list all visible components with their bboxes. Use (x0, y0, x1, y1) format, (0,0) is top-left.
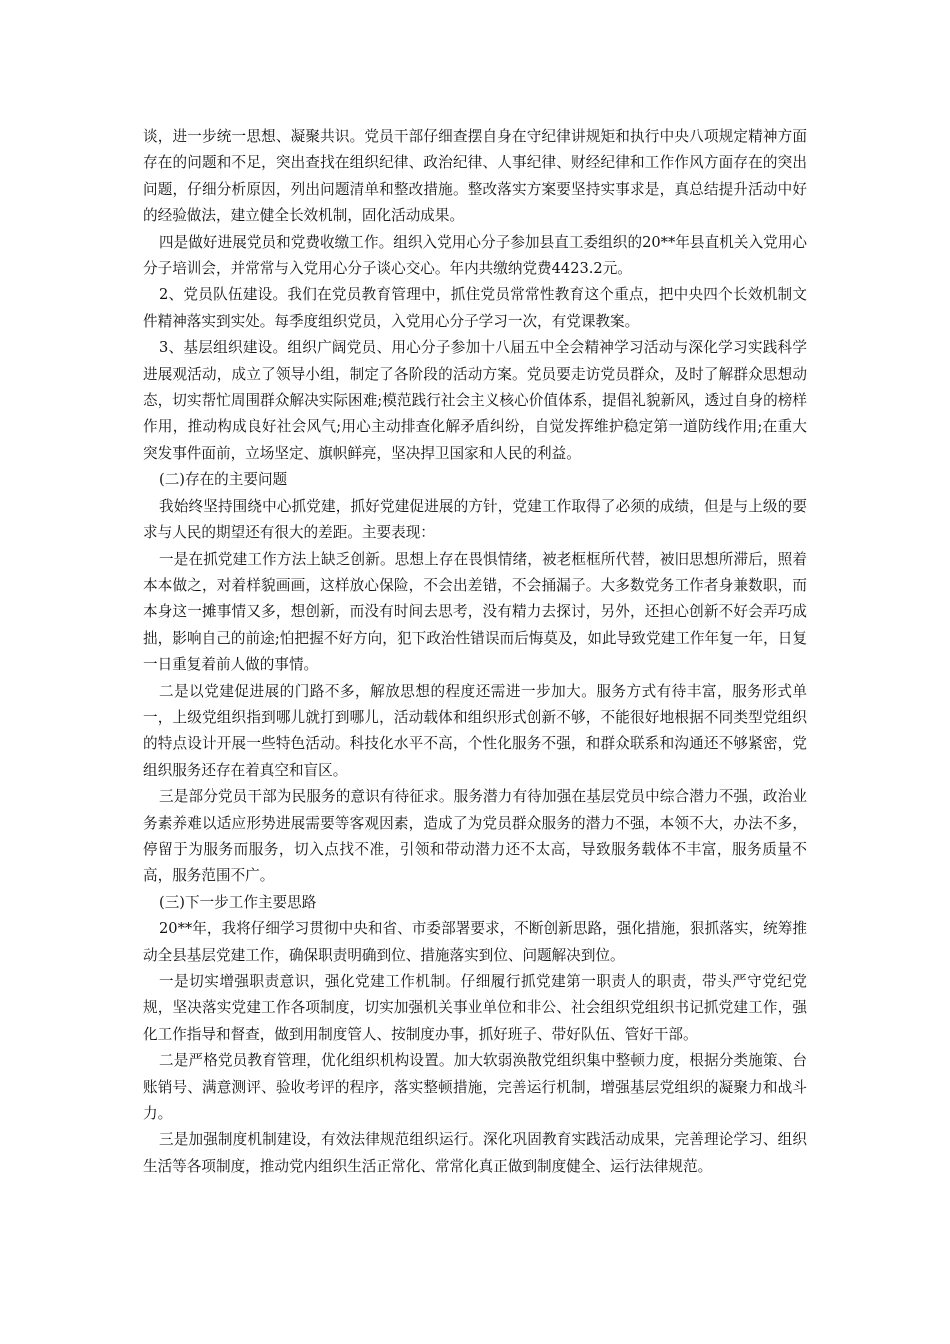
paragraph-next-step-three: 三是加强制度机制建设，有效法律规范组织运行。深化巩固教育实践活动成果，完善理论学习、组织生活等各项制度，推动党内组织生活正常化、常常化真正做到制度健全、运行法律规范。 (143, 1131, 807, 1175)
paragraph-problem-one: 一是在抓党建工作方法上缺乏创新。思想上存在畏惧情绪，被老框框所代替，被旧思想所滞后，照着本本做之，对着样貌画画，这样放心保险，不会出差错，不会捅漏子。大多数党务工作者身兼数职，而本身这一摊事情又多，想创新，而没有时间去思考，没有精力去探讨，另外，还担心创新不好会弄巧成拙，影响自己的前途;怕把握不好方向，犯下政治性错误而后悔莫及，如此导致党建工作年复一年，日复一日重复着前人做的事情。 (143, 550, 807, 674)
paragraph-next-step-two: 二是严格党员教育管理，优化组织机构设置。加大软弱涣散党组织集中整顿力度，根据分类施策、台账销号、满意测评、验收考评的程序，落实整顿措施，完善运行机制，增强基层党组织的凝聚力和战斗力。 (143, 1052, 807, 1123)
paragraph-problems-intro: 我始终坚持围绕中心抓党建，抓好党建促进展的方针，党建工作取得了必须的成绩，但是与上级的要求与人民的期望还有很大的差距。主要表现： (143, 497, 807, 542)
paragraph-problem-three: 三是部分党员干部为民服务的意识有待征求。服务潜力有待加强在基层党员中综合潜力不强，政治业务素养难以适应形势进展需要等客观因素，造成了为党员群众服务的潜力不强，本领不大，办法不多，停留于为服务而服务，切入点找不准，引领和带动潜力还不太高，导致服务载体不丰富，服务质量不高，服务范围不广。 (143, 788, 807, 885)
section-heading-next-steps: (三)下一步工作主要思路 (159, 893, 317, 911)
paragraph-next-steps-intro: 20**年，我将仔细学习贯彻中央和省、市委部署要求，不断创新思路，强化措施，狠抓落实，统筹推动全县基层党建工作，确保职责明确到位、措施落实到位、问题解决到位。 (143, 920, 807, 964)
section-heading-problems: (二)存在的主要问题 (159, 471, 288, 489)
paragraph-next-step-one: 一是切实增强职责意识，强化党建工作机制。仔细履行抓党建第一职责人的职责，带头严守党纪党规，坚决落实党建工作各项制度，切实加强机关事业单位和非公、社会组织党组织书记抓党建工作，强化工作指导和督查，做到用制度管人、按制度办事，抓好班子、带好队伍、管好干部。 (143, 973, 807, 1043)
document-body (143, 124, 807, 1180)
paragraph-team-building: 2、党员队伍建设。我们在党员教育管理中，抓住党员常常性教育这个重点，把中央四个长效机制文件精神落实到实处。每季度组织党员，入党用心分子学习一次，有党课教案。 (143, 286, 807, 330)
paragraph-problem-two: 二是以党建促进展的门路不多，解放思想的程度还需进一步加大。服务方式有待丰富，服务形式单一，上级党组织指到哪儿就打到哪儿，活动载体和组织形式创新不够，不能很好地根据不同类型党组织的特点设计开展一些特色活动。科技化水平不高，个性化服务不强，和群众联系和沟通还不够紧密，党组织服务还存在着真空和盲区。 (143, 682, 807, 779)
paragraph-grassroots-building: 3、基层组织建设。组织广阔党员、用心分子参加十八届五中全会精神学习活动与深化学习实践科学进展观活动，成立了领导小组，制定了各阶段的活动方案。党员要走访党员群众，及时了解群众思想动态，切实帮忙周围群众解决实际困难;模范践行社会主义核心价值体系，提倡礼貌新风，透过自身的榜样作用，推动构成良好社会风气;用心主动排查化解矛盾纠纷，自觉发挥维护稳定第一道防线作用;在重大突发事件面前，立场坚定、旗帜鲜亮，坚决捍卫国家和人民的利益。 (143, 339, 807, 462)
paragraph-continuation: 谈，进一步统一思想、凝聚共识。党员干部仔细查摆自身在守纪律讲规矩和执行中央八项规定精神方面存在的问题和不足，突出查找在组织纪律、政治纪律、人事纪律、财经纪律和工作作风方面存在的突出问题，仔细分析原因，列出问题清单和整改措施。整改落实方案要坚持实事求是，真总结提升活动中好的经验做法，建立健全长效机制，固化活动成果。 (143, 128, 807, 225)
paragraph-party-dues: 四是做好进展党员和党费收缴工作。组织入党用心分子参加县直工委组织的20**年县直机关入党用心分子培训会，并常常与入党用心分子谈心交心。年内共缴纳党费4423.2元。 (143, 233, 807, 278)
